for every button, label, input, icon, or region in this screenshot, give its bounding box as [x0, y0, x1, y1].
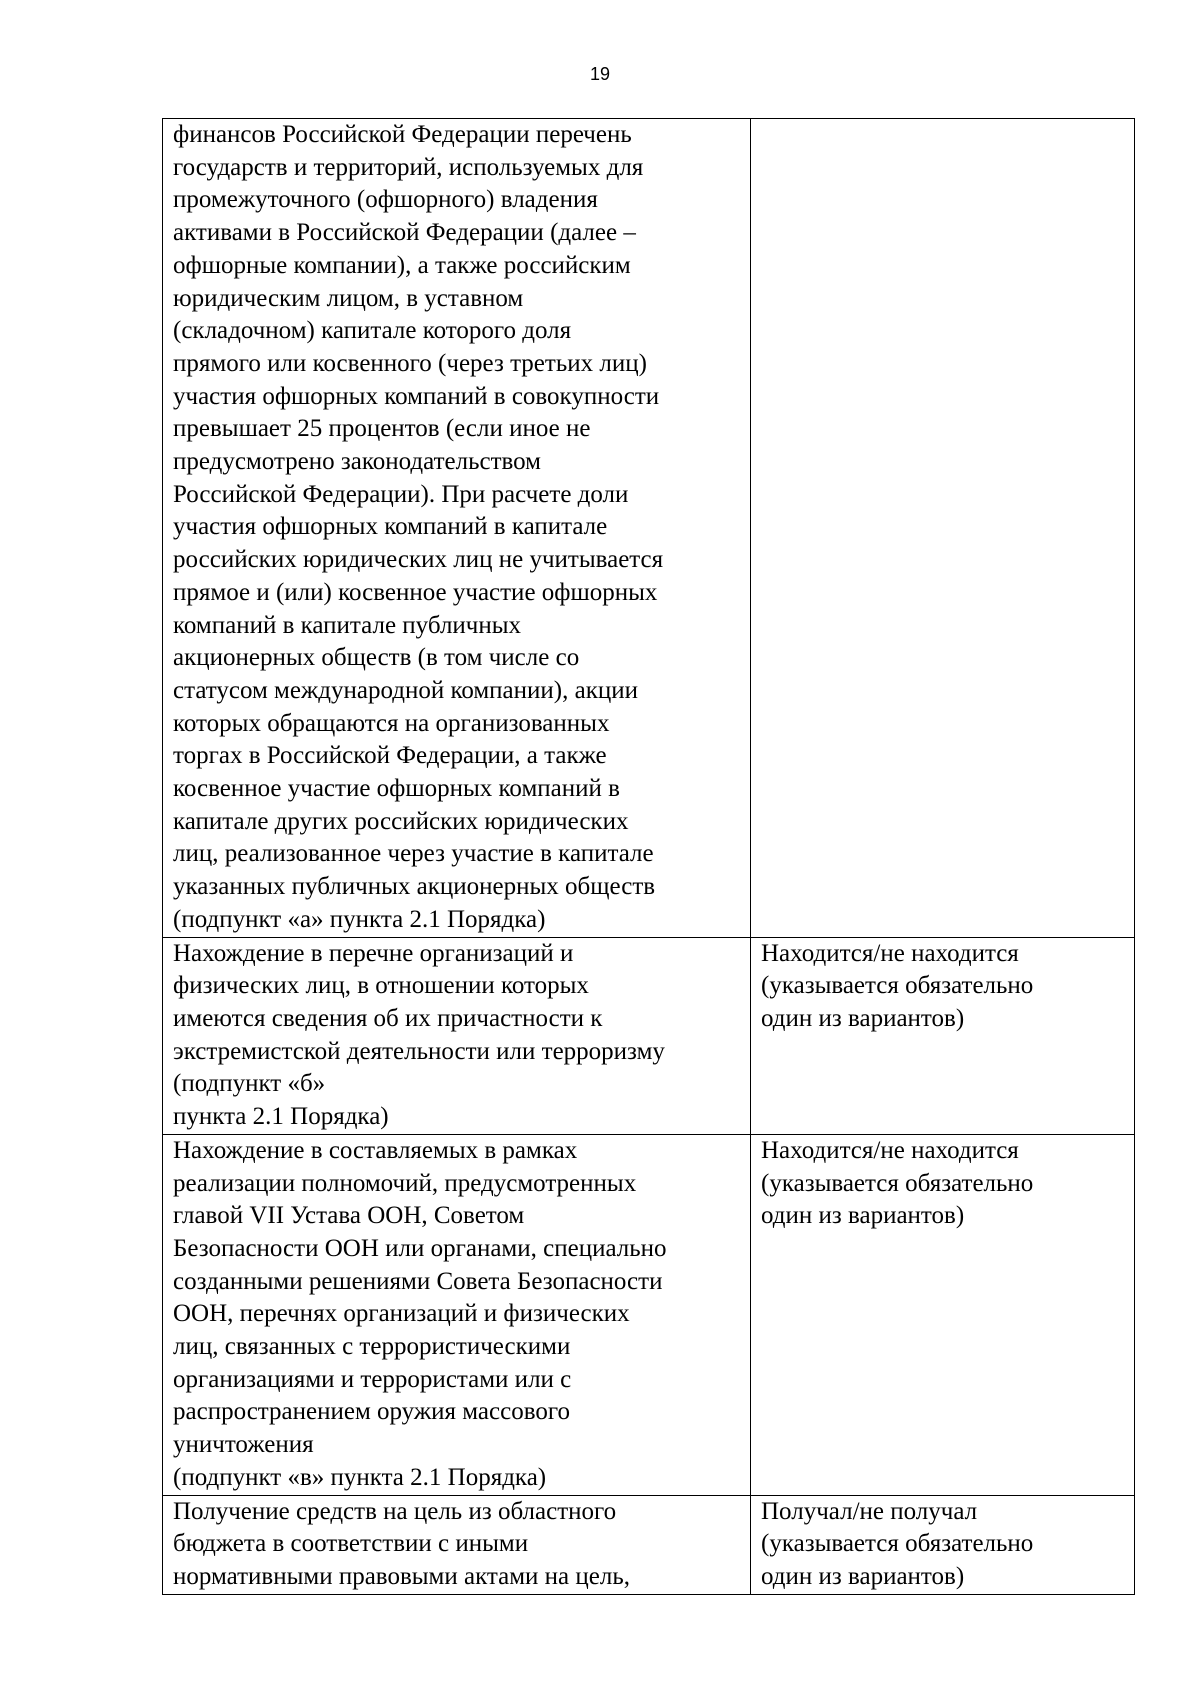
value-cell: Находится/не находится (указывается обязательно один из вариантов) — [751, 937, 1135, 1134]
criterion-cell: Нахождение в составляемых в рамках реализации полномочий, предусмотренных главой VII Устава ООН, Советом Безопасности ООН или органами, специально созданными решениями Совета Безопасности ООН, перечнях организаций и физических лиц, связанных с террористическими организациями и террористами или с распространением оружия массового уничтожения (подпункт «в» пункта 2.1 Порядка) — [163, 1134, 751, 1495]
table-row — [163, 937, 1135, 1134]
table-row — [163, 1134, 1135, 1495]
page-number: 19 — [589, 64, 611, 84]
requirements-table — [162, 118, 1135, 1595]
value-cell: Находится/не находится (указывается обязательно один из вариантов) — [751, 1134, 1135, 1495]
criterion-cell: Получение средств на цель из областного бюджета в соответствии с иными нормативными правовыми актами на цель, — [163, 1495, 751, 1594]
criterion-cell: Нахождение в перечне организаций и физических лиц, в отношении которых имеются сведения об их причастности к экстремистской деятельности или терроризму (подпункт «б» пункта 2.1 Порядка) — [163, 937, 751, 1134]
criterion-cell: финансов Российской Федерации перечень государств и территорий, используемых для промежуточного (офшорного) владения активами в Российской Федерации (далее – офшорные компании), а также российским юридическим лицом, в уставном (складочном) капитале которого доля прямого или косвенного (через третьих лиц) участия офшорных компаний в совокупности превышает 25 процентов (если иное не предусмотрено законодательством Российской Федерации). При расчете доли участия офшорных компаний в капитале российских юридических лиц не учитывается прямое и (или) косвенное участие офшорных компаний в капитале публичных акционерных обществ (в том числе со статусом международной компании), акции которых обращаются на организованных торгах в Российской Федерации, а также косвенное участие офшорных компаний в капитале других российских юридических лиц, реализованное через участие в капитале указанных публичных акционерных обществ (подпункт «а» пункта 2.1 Порядка) — [163, 119, 751, 938]
table-row — [163, 119, 1135, 938]
value-cell: Получал/не получал (указывается обязательно один из вариантов) — [751, 1495, 1135, 1594]
table-row — [163, 1495, 1135, 1594]
value-cell — [751, 119, 1135, 938]
